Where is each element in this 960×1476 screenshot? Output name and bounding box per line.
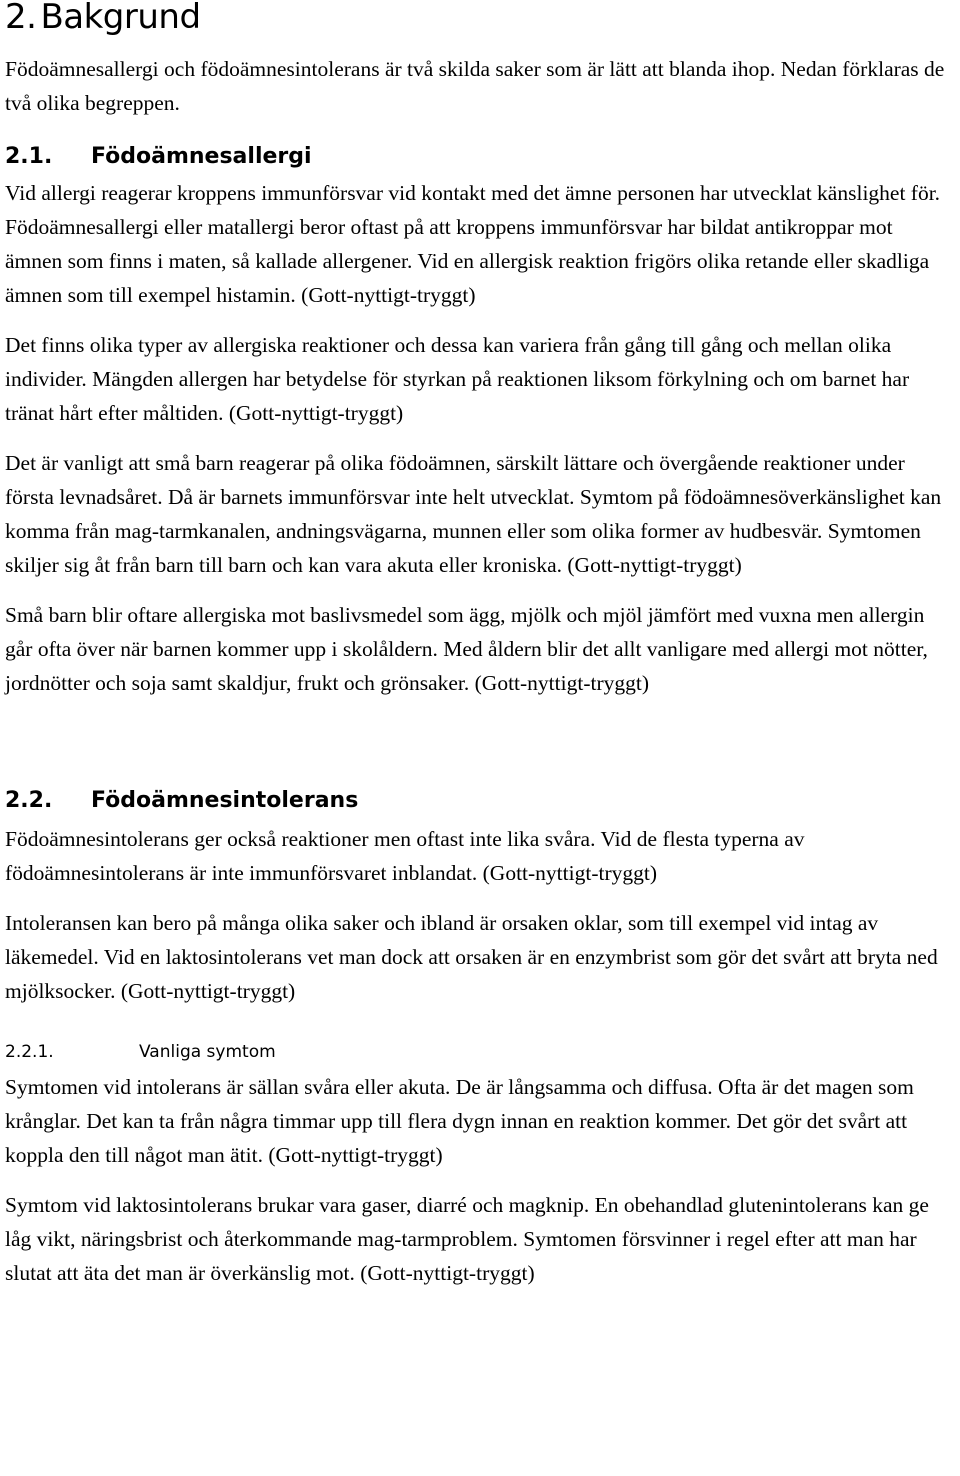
allergy-paragraph-4: Små barn blir oftare allergiska mot baslivsmedel som ägg, mjölk och mjöl jämfört med vuxna men allergin går ofta över när barnen kommer upp i skolåldern. Med åldern blir det allt vanligare med allergi mot nötter, jordnötter och soja samt skaldjur, frukt och grönsaker. (Gott-nyttigt-tryggt) bbox=[5, 603, 928, 695]
subsection-heading-intolerance bbox=[5, 786, 955, 816]
subsection-heading-allergy bbox=[5, 142, 955, 172]
allergy-paragraph-3: Det är vanligt att små barn reagerar på olika födoämnen, särskilt lättare och övergående reaktioner under första levnadsåret. Då är barnets immunförsvar inte helt utvecklat. Symtom på födoämnesöverkänslighet kan komma från mag-tarmkanalen, andningsvägarna, munnen eller som olika former av hudbesvär. Symtomen skiljer sig åt från barn till barn och kan vara akuta eller kroniska. (Gott-nyttigt-tryggt) bbox=[5, 451, 942, 577]
subsection-number: 2.1. bbox=[5, 144, 53, 169]
subsection-title: Födoämnesallergi bbox=[91, 144, 312, 169]
document-page bbox=[5, 0, 955, 1290]
section-heading bbox=[5, 0, 955, 36]
intro-paragraph: Födoämnesallergi och födoämnesintolerans är två skilda saker som är lätt att blanda ihop. Nedan förklaras de två olika begreppen. bbox=[5, 57, 945, 115]
subsection-number: 2.2. bbox=[5, 788, 53, 813]
subsection-title: Födoämnesintolerans bbox=[91, 788, 359, 813]
intolerance-paragraph-1: Födoämnesintolerans ger också reaktioner men oftast inte lika svåra. Vid de flesta typerna av födoämnesintolerans är inte immunförsvaret inblandat. (Gott-nyttigt-tryggt) bbox=[5, 827, 805, 885]
symptoms-paragraph-2: Symtom vid laktosintolerans brukar vara gaser, diarré och magknip. En obehandlad glutenintolerans kan ge låg vikt, näringsbrist och återkommande mag-tarmproblem. Symtomen försvinner i regel efter att man har slutat att äta det man är överkänslig mot. (Gott-nyttigt-tryggt) bbox=[5, 1193, 929, 1285]
intolerance-paragraph-2: Intoleransen kan bero på många olika saker och ibland är orsaken oklar, som till exempel vid intag av läkemedel. Vid en laktosintolerans vet man dock att orsaken är en enzymbrist som gör det svårt att bryta ned mjölksocker. (Gott-nyttigt-tryggt) bbox=[5, 911, 938, 1003]
section-title: Bakgrund bbox=[40, 0, 201, 37]
allergy-paragraph-1: Vid allergi reagerar kroppens immunförsvar vid kontakt med det ämne personen har utvecklat känslighet för. Födoämnesallergi eller matallergi beror oftast på att kroppens immunförsvar har bildat antikroppar mot ämnen som finns i maten, så kallade allergener. Vid en allergisk reaktion frigörs olika retande eller skadliga ämnen som till exempel histamin. (Gott-nyttigt-tryggt) bbox=[5, 181, 941, 307]
allergy-paragraph-2: Det finns olika typer av allergiska reaktioner och dessa kan variera från gång till gång och mellan olika individer. Mängden allergen har betydelse för styrkan på reaktionen liksom förkylning och om barnet har tränat hårt efter måltiden. (Gott-nyttigt-tryggt) bbox=[5, 333, 910, 425]
subsubsection-number: 2.2.1. bbox=[5, 1042, 54, 1062]
subsubsection-title: Vanliga symtom bbox=[139, 1042, 276, 1062]
section-number: 2. bbox=[5, 0, 37, 37]
subsubsection-heading-symptoms bbox=[5, 1040, 955, 1064]
symptoms-paragraph-1: Symtomen vid intolerans är sällan svåra eller akuta. De är långsamma och diffusa. Ofta är det magen som krånglar. Det kan ta från några timmar upp till flera dygn innan en reaktion kommer. Det gör det svårt att koppla den till något man ätit. (Gott-nyttigt-tryggt) bbox=[5, 1075, 914, 1167]
